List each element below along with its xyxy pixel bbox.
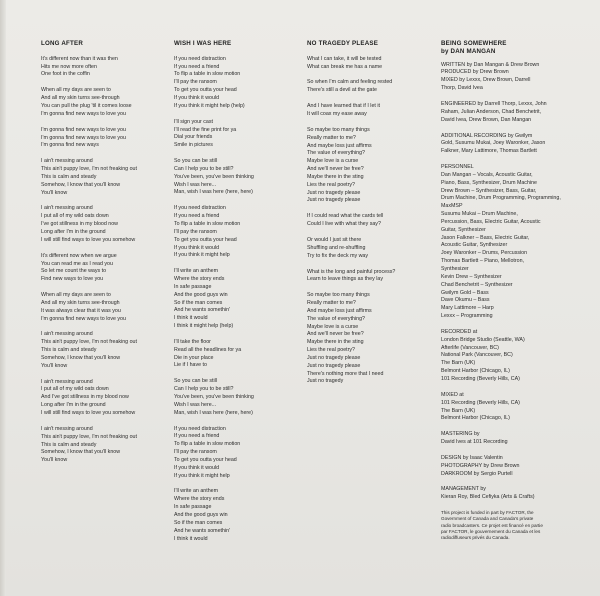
lyric-line: This is calm and steady — [41, 347, 97, 354]
lyric-line: Maybe love is a curse — [307, 323, 359, 330]
credit-line: The Barn (UK) — [441, 360, 476, 367]
lyric-line: Try to fix the deck my way — [307, 252, 369, 259]
lyric-line: This is calm and steady — [41, 173, 97, 180]
credit-block — [441, 431, 581, 447]
credit-line: Mary Lattimore – Harp — [441, 305, 494, 312]
stanza — [41, 379, 159, 418]
lyric-line: Where the story ends — [174, 276, 225, 283]
stanza — [174, 268, 292, 331]
credits-column — [441, 40, 581, 541]
stanza — [41, 56, 159, 80]
credit-line: Gold, Susumu Mukai, Joey Waronker, Jason — [441, 140, 546, 147]
lyric-line: It will coax my ease away — [307, 111, 367, 118]
credit-block — [441, 62, 581, 93]
credit-line: MaxMSP — [441, 203, 463, 210]
lyric-line: So if the man comes — [174, 299, 223, 306]
lyric-line: It's different now than it was then — [41, 55, 118, 62]
lyric-line: Man, wish I was here (here, here) — [174, 189, 253, 196]
credit-line: Falkner, Mary Lattimore, Thomas Bartlett — [441, 148, 537, 155]
stanza — [174, 119, 292, 150]
lyric-line: I will still find ways to love you somehow — [41, 410, 136, 417]
lyric-line: Hits me now more often — [41, 63, 97, 70]
credit-line: 101 Recording (Beverly Hills, CA) — [441, 375, 520, 382]
lyric-line: Find new ways to love you — [41, 276, 104, 283]
lyric-line: Really matter to me? — [307, 134, 356, 141]
lyric-line: And maybe loss just affirms — [307, 142, 372, 149]
lyric-line: Somehow, I know that you'll know — [41, 181, 121, 188]
lyric-line: There's still a devil at the gate — [307, 87, 377, 94]
lyric-line: I'm gonna find new ways to love you — [41, 126, 126, 133]
credit-line: Afterlife (Vancouver, BC) — [441, 344, 499, 351]
stanza — [307, 269, 425, 285]
lyric-line: Where the story ends — [174, 496, 225, 503]
lyric-line: What I can take, it will be tested — [307, 55, 382, 62]
lyric-line: I ain't messing around — [41, 378, 93, 385]
credit-line: Kieran Roy, Bled Cefiyka (Arts & Crafts) — [441, 494, 535, 501]
lyric-line: I'll read the fine print for ya — [174, 126, 237, 133]
lyric-line: And I have learned that if I let it — [307, 103, 381, 110]
lyric-line: And we'll never be free? — [307, 331, 364, 338]
credit-block — [441, 133, 581, 157]
lyric-line: To get you outta your head — [174, 87, 237, 94]
credit-line: London Bridge Studio (Seattle, WA) — [441, 336, 525, 343]
lyric-line: If you need distraction — [174, 425, 226, 432]
funding-line: radiodiffuseurs privés du Canada. — [441, 534, 510, 540]
lyric-line: Man, wish I was here (here, here) — [174, 409, 253, 416]
lyric-line: When all my days are seen to — [41, 292, 111, 299]
funding-notice — [441, 510, 581, 541]
lyric-line: Just no tragedy please — [307, 362, 361, 369]
song-column — [41, 40, 159, 473]
lyric-line: So you can be still — [174, 378, 217, 385]
credit-line: Dave Okumu – Bass — [441, 297, 490, 304]
credit-line: MIXED by Lexxx, Drew Brown, Darrell — [441, 77, 531, 84]
lyric-line: Lie if I have to — [174, 362, 207, 369]
lyric-line: And all my skin turns see-through — [41, 299, 120, 306]
lyric-line: You've been, you've been thinking — [174, 173, 254, 180]
lyric-line: This ain't puppy love, I'm not freaking out — [41, 339, 137, 346]
lyric-line: Or would I just sit there — [307, 236, 362, 243]
lyric-line: In safe passage — [174, 504, 212, 511]
stanza — [174, 56, 292, 111]
lyric-line: There's nothing more that I need — [307, 370, 384, 377]
credit-line: DARKROOM by Sergio Purtell — [441, 470, 513, 477]
lyric-line: And the good guys win — [174, 511, 228, 518]
lyrics — [174, 56, 292, 544]
credit-block — [441, 392, 581, 423]
credit-line: DESIGN by Isaac Valentin — [441, 454, 503, 461]
lyric-line: Could I live with what they say? — [307, 221, 381, 228]
credit-line: Jason Falkner – Bass, Electric Guitar, — [441, 234, 530, 241]
lyric-line: This ain't puppy love, I'm not freaking out — [41, 166, 137, 173]
stanza — [41, 205, 159, 244]
lyric-line: Maybe there in the sting — [307, 173, 364, 180]
lyrics — [307, 56, 425, 387]
lyric-line: You can read me as I read you — [41, 260, 113, 267]
lyric-line: This is calm and steady — [41, 441, 97, 448]
sleeve-edge — [0, 0, 6, 596]
lyric-line: In safe passage — [174, 283, 212, 290]
album-title-line: BEING SOMEWHERE — [441, 40, 507, 47]
lyric-line: So maybe too many things — [307, 292, 370, 299]
stanza — [307, 79, 425, 95]
lyric-line: Just no tragedy please — [307, 354, 361, 361]
lyric-line: I ain't messing around — [41, 158, 93, 165]
lyric-line: You'll know — [41, 457, 68, 464]
lyric-line: Smile in pictures — [174, 142, 213, 149]
lyric-line: So you can be still — [174, 158, 217, 165]
lyric-line: Wish I was here... — [174, 181, 217, 188]
stanza — [174, 426, 292, 481]
credit-line: PERSONNEL — [441, 164, 474, 171]
credit-line: Belmont Harbor (Chicago, IL) — [441, 368, 510, 375]
credit-line: ADDITIONAL RECORDING by Gwilym — [441, 132, 533, 139]
song-title: WISH I WAS HERE — [174, 40, 232, 47]
lyric-line: If you need a friend — [174, 213, 220, 220]
lyric-line: Just no tragedy please — [307, 189, 361, 196]
stanza — [174, 339, 292, 370]
lyric-line: What is the long and painful process? — [307, 268, 396, 275]
credit-line: Susumu Mukai – Drum Machine, — [441, 211, 518, 218]
lyric-line: And the good guys win — [174, 291, 228, 298]
funding-line: This project is funded in part by FACTOR, the — [441, 510, 534, 516]
lyric-line: And all my skin turns see-through — [41, 95, 120, 102]
lyric-line: I'm gonna find new ways — [41, 142, 99, 149]
lyric-line: The value of everything? — [307, 315, 366, 322]
credit-line: Joey Waronker – Drums, Percussion — [441, 250, 528, 257]
stanza — [307, 103, 425, 119]
lyric-line: You can pull the plug 'til it comes loose — [41, 103, 132, 110]
stanza — [174, 158, 292, 197]
lyric-line: When all my days are seen to — [41, 87, 111, 94]
lyric-line: To flip a table in slow motion — [174, 71, 241, 78]
lyric-line: If you need a friend — [174, 433, 220, 440]
lyric-line: I put all of my wild oats down — [41, 386, 109, 393]
stanza — [307, 56, 425, 72]
lyric-line: I'm gonna find new ways to love you — [41, 315, 126, 322]
credit-line: Acoustic Guitar, Synthesizer — [441, 242, 508, 249]
lyric-line: I think it would — [174, 535, 208, 542]
lyric-line: Die in your place — [174, 354, 214, 361]
credit-line: WRITTEN by Dan Mangan & Drew Brown — [441, 61, 540, 68]
stanza — [307, 213, 425, 229]
song-title: LONG AFTER — [41, 40, 83, 47]
lyric-line: And we'll never be free? — [307, 166, 364, 173]
credit-block — [441, 101, 581, 125]
lyric-line: If you think it might help — [174, 472, 230, 479]
stanza — [307, 237, 425, 261]
credit-line: 101 Recording (Beverly Hills, CA) — [441, 399, 520, 406]
lyric-line: Somehow, I know that you'll know — [41, 354, 121, 361]
album-artist-line: by DAN MANGAN — [441, 47, 496, 55]
credit-line: Percussion, Bass, Electric Guitar, Acoustic — [441, 218, 541, 225]
lyric-line: I think it might help (help) — [174, 323, 234, 330]
lyric-line: It was always clear that it was you — [41, 307, 121, 314]
lyric-line: Read all the headlines for ya — [174, 346, 242, 353]
credit-line: The Barn (UK) — [441, 407, 476, 414]
lyric-line: I ain't messing around — [41, 425, 93, 432]
stanza — [174, 378, 292, 417]
lyric-line: I ain't messing around — [41, 331, 93, 338]
lyric-line: The value of everything? — [307, 150, 366, 157]
lyric-line: And he wants somethin' — [174, 527, 231, 534]
credit-line: Drew Brown – Synthesizer, Bass, Guitar, — [441, 187, 537, 194]
lyric-line: So let me count the ways to — [41, 268, 107, 275]
lyric-line: What can break me has a name — [307, 63, 383, 70]
credit-line: Chad Benchetrit – Synthesizer — [441, 281, 513, 288]
lyric-line: I'm gonna find new ways to love you — [41, 134, 126, 141]
lyric-line: If you think it might help — [174, 252, 230, 259]
lyric-line: Just no tragedy — [307, 378, 344, 385]
lyric-line: Maybe there in the sting — [307, 339, 364, 346]
credit-line: MIXED at — [441, 391, 464, 398]
song-title: NO TRAGEDY PLEASE — [307, 40, 379, 47]
lyric-line: If you think it would — [174, 464, 220, 471]
credit-line: Kevin Drew – Synthesizer — [441, 273, 502, 280]
lyric-line: To flip a table in slow motion — [174, 220, 241, 227]
credit-line: Belmont Harbor (Chicago, IL) — [441, 415, 510, 422]
lyric-line: This ain't puppy love, I'm not freaking out — [41, 433, 137, 440]
credit-line: David Ives at 101 Recording — [441, 439, 508, 446]
lyric-line: To flip a table in slow motion — [174, 441, 241, 448]
stanza — [41, 253, 159, 284]
credit-line: MASTERING by — [441, 431, 480, 438]
credit-line: Gwilym Gold – Bass — [441, 289, 489, 296]
credit-block — [441, 164, 581, 321]
lyric-line: If you think it would — [174, 95, 220, 102]
lyric-line: Wish I was here... — [174, 401, 217, 408]
lyric-line: And he wants somethin' — [174, 307, 231, 314]
credit-line: Guitar, Synthesizer — [441, 226, 486, 233]
lyric-line: It's different now when we argue — [41, 252, 117, 259]
lyric-line: And maybe loss just affirms — [307, 307, 372, 314]
lyric-line: Dial your friends — [174, 134, 213, 141]
credit-line: Drum Machine, Drum Programming, Programming, — [441, 195, 561, 202]
stanza — [307, 292, 425, 386]
lyric-line: I will still find ways to love you somehow — [41, 236, 136, 243]
credit-block — [441, 455, 581, 479]
lyric-line: One foot in the coffin — [41, 71, 90, 78]
lyric-line: If you need a friend — [174, 63, 220, 70]
funding-line: Government of Canada and Canada's private — [441, 516, 534, 522]
lyric-line: I've got stillness in my blood now — [41, 221, 118, 228]
credit-line: Thorp, David Ivea — [441, 85, 483, 92]
lyric-line: Can I help you to be still? — [174, 165, 234, 172]
lyric-line: I'll pay the ransom — [174, 449, 217, 456]
lyric-line: I'll sign your cast — [174, 118, 213, 125]
lyric-line: I'll pay the ransom — [174, 228, 217, 235]
lyric-line: Maybe love is a curse — [307, 158, 359, 165]
stanza — [41, 331, 159, 370]
lyric-line: You've been, you've been thinking — [174, 394, 254, 401]
lyrics — [41, 56, 159, 465]
credit-line: PHOTOGRAPHY by Drew Brown — [441, 462, 520, 469]
lyric-line: I put all of my wild oats down — [41, 213, 109, 220]
lyric-line: If you think it would — [174, 244, 220, 251]
credit-line: Raham, Julian Anderson, Chad Benchetrit, — [441, 108, 542, 115]
lyric-line: Long after I'm in the ground — [41, 402, 106, 409]
lyric-line: Just no tragedy please — [307, 197, 361, 204]
credit-line: Piano, Bass, Synthesizer, Drum Machine — [441, 179, 537, 186]
lyric-line: I'll pay the ransom — [174, 79, 217, 86]
credit-line: Thomas Bartlett – Piano, Mellotron, — [441, 258, 525, 265]
lyric-line: Really matter to me? — [307, 300, 356, 307]
song-column — [307, 40, 425, 394]
lyric-line: Lies the real poetry? — [307, 181, 355, 188]
credit-line: RECORDED at — [441, 328, 478, 335]
stanza — [41, 87, 159, 118]
lyric-line: I think it would — [174, 315, 208, 322]
lyric-line: I'll write an anthem — [174, 268, 218, 275]
lyric-line: So if the man comes — [174, 519, 223, 526]
credit-line: Lexxx – Programming — [441, 313, 493, 320]
stanza — [174, 205, 292, 260]
lyric-line: If you need distraction — [174, 205, 226, 212]
stanza — [174, 488, 292, 543]
credit-block — [441, 329, 581, 384]
lyric-line: I'll write an anthem — [174, 488, 218, 495]
credit-block — [441, 486, 581, 502]
funding-line: par FACTOR, le gouvernement du Canada et les — [441, 528, 541, 534]
lyric-line: To get you outta your head — [174, 456, 237, 463]
lyric-line: I'm gonna find new ways to love you — [41, 110, 126, 117]
credit-line: David Ivea, Drew Brown, Dan Mangan — [441, 116, 532, 123]
lyric-line: Long after I'm in the ground — [41, 228, 106, 235]
lyric-line: You'll know — [41, 189, 68, 196]
lyric-line: Lies the real poetry? — [307, 347, 355, 354]
lyric-line: Can I help you to be still? — [174, 386, 234, 393]
lyric-line: Learn to leave things as they lay — [307, 276, 383, 283]
lyric-line: So when I'm calm and feeling rested — [307, 79, 393, 86]
credit-line: Dan Mangan – Vocals, Acoustic Guitar, — [441, 171, 533, 178]
stanza — [41, 158, 159, 197]
lyric-line: Shuffling and re-shuffling — [307, 244, 366, 251]
credit-line: MANAGEMENT by — [441, 486, 486, 493]
funding-line: radio broadcasters. Ce projet est financé en partie — [441, 522, 543, 528]
credit-line: PRODUCED by Drew Brown — [441, 69, 509, 76]
stanza — [41, 127, 159, 151]
lyric-line: Somehow, I know that you'll know — [41, 449, 121, 456]
lyric-line: If you need distraction — [174, 55, 226, 62]
stanza — [41, 426, 159, 465]
lyric-line: You'll know — [41, 362, 68, 369]
credit-line: ENGINEERED by Darrell Thorp, Lexxx, John — [441, 100, 547, 107]
credit-line: National Park (Vancouver, BC) — [441, 352, 513, 359]
album-title — [441, 40, 581, 56]
lyric-line: If I could read what the cards tell — [307, 213, 384, 220]
lyric-line: I'll take the floor — [174, 338, 211, 345]
lyric-line: If you think it might help (help) — [174, 102, 245, 109]
credit-line: Synthesizer — [441, 266, 469, 272]
lyric-line: And I've got stillness in my blood now — [41, 394, 129, 401]
credit-blocks — [441, 62, 581, 503]
lyric-line: To get you outta your head — [174, 236, 237, 243]
lyric-line: So maybe too many things — [307, 126, 370, 133]
stanza — [41, 292, 159, 323]
song-column — [174, 40, 292, 551]
stanza — [307, 127, 425, 205]
lyric-line: I ain't messing around — [41, 205, 93, 212]
